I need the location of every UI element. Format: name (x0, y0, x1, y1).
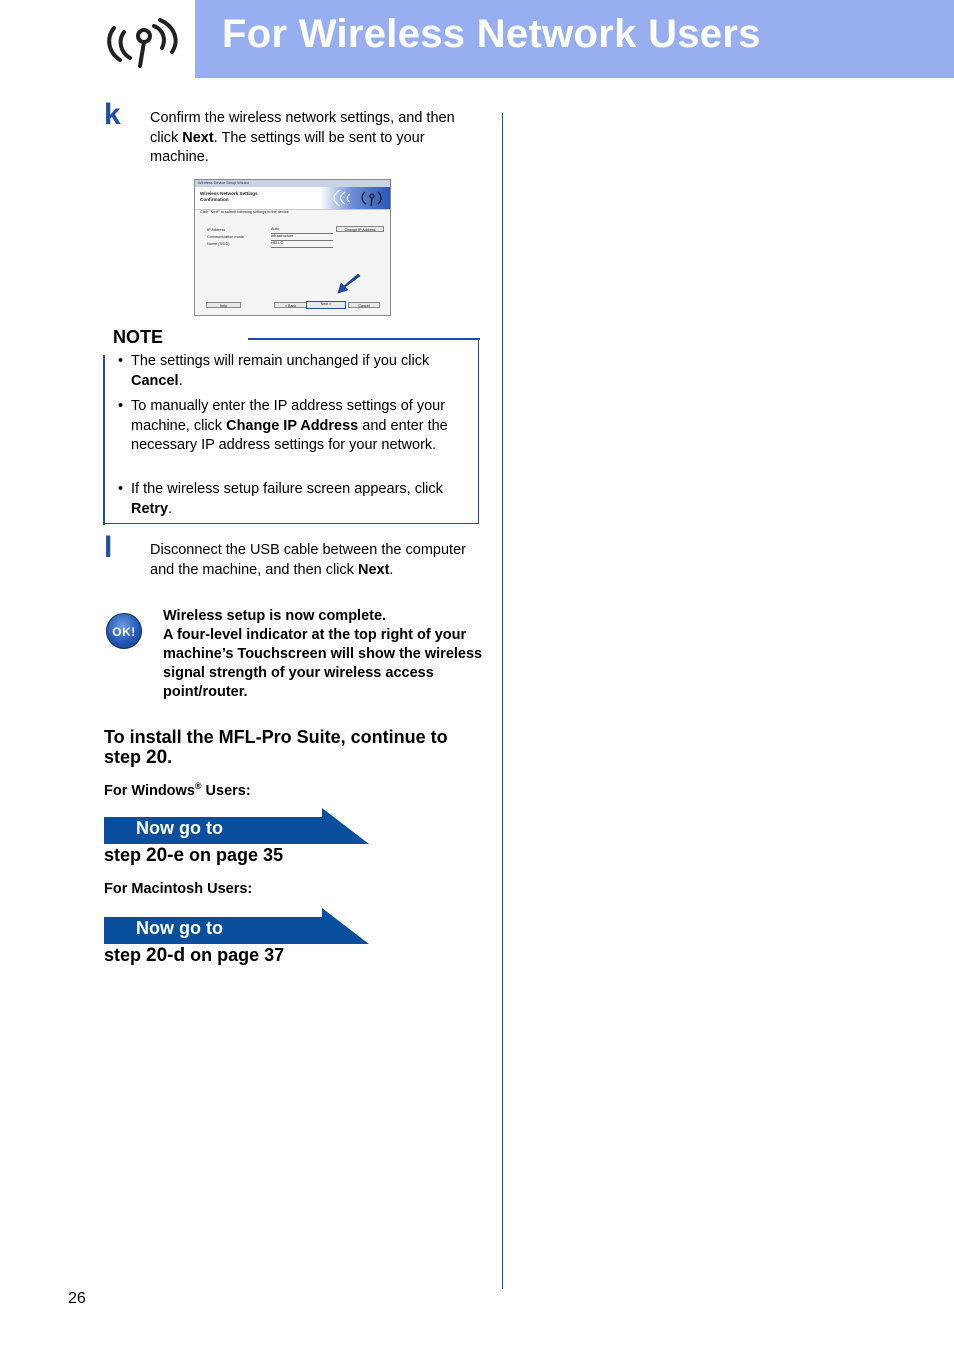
note-item (118, 397, 473, 477)
dialog-help-button[interactable]: Help (206, 302, 241, 308)
dialog-heading-1: Wireless Network Settings (200, 191, 258, 196)
step-k-text-2: . The settings will be sent to your machine. (150, 129, 425, 165)
bullet: • (118, 481, 124, 497)
page-number: 26 (68, 1290, 86, 1307)
mac-step-prefix: step (104, 945, 147, 965)
dialog-back-button[interactable]: < Back (274, 302, 307, 308)
note-left-border (103, 355, 105, 525)
dialog-banner (320, 187, 390, 209)
windows-step-suffix: on page 35 (184, 845, 284, 865)
note-text: To manually enter the IP address settings of your machine, click (131, 398, 446, 434)
step-l-text-2: . (389, 561, 394, 578)
note-title: NOTE (113, 327, 164, 347)
mac-step-suffix: on page 37 (185, 945, 285, 965)
continue-step: 20 (146, 747, 168, 768)
note-text: The settings will remain unchanged if you click (131, 353, 430, 369)
mac-users-label: For Macintosh Users: (104, 881, 253, 897)
windows-goto-step (104, 845, 283, 867)
step-l-bold: Next (357, 561, 390, 578)
ok-line-1: Wireless setup is now complete. (163, 608, 387, 624)
windows-label-a: For Windows (104, 782, 195, 799)
column-divider (502, 113, 503, 1289)
dialog-row-value: Infrastructure (271, 234, 333, 241)
note-bold: Change IP Address (226, 417, 359, 434)
step-l-text-1: Disconnect the USB cable between the computer and the machine, and then click (150, 542, 466, 578)
change-ip-address-button[interactable]: Change IP Address (336, 226, 384, 232)
step-letter-l: l (104, 531, 113, 564)
note-text: and enter the necessary IP address settings for your network. (131, 417, 448, 453)
note-text: . (168, 500, 173, 517)
note-item-text (131, 352, 471, 391)
continue-text: To install the MFL-Pro Suite, continue to step (104, 727, 448, 767)
ok-message (163, 607, 483, 702)
windows-goto-banner (104, 808, 369, 844)
step-k-bold: Next (182, 129, 214, 146)
registered-mark: ® (194, 781, 202, 791)
windows-step-prefix: step (104, 845, 147, 865)
dialog-row-label: Communication mode (207, 235, 244, 239)
mac-goto-banner (104, 908, 369, 944)
continue-instruction (104, 727, 484, 768)
ok-badge-icon: OK! (106, 613, 142, 649)
note-text: . (178, 372, 183, 389)
windows-label-b: Users: (201, 782, 251, 799)
note-item (118, 480, 473, 520)
dialog-cancel-button[interactable]: Cancel (348, 302, 380, 308)
note-bold: Cancel (131, 372, 179, 389)
mac-goto-text: Now go to (136, 918, 223, 938)
dialog-row-label: IP Address (207, 228, 226, 232)
note-text: If the wireless setup failure screen appears, click (131, 481, 443, 497)
windows-users-label (104, 781, 251, 799)
note-item-text (131, 397, 471, 456)
dialog-next-button[interactable]: Next > (306, 301, 346, 309)
dialog-instruction: Click "Next" to submit following settings to the device (200, 210, 289, 214)
wireless-network-icon (100, 8, 190, 70)
step-k-text-1: Confirm the wireless network settings, and then click (150, 110, 455, 146)
windows-goto-text: Now go to (136, 818, 223, 838)
note-item-text (131, 480, 471, 519)
dialog-wireless-icon (320, 187, 390, 209)
dialog-titlebar (195, 180, 390, 187)
step-letter-k: k (104, 98, 121, 131)
note-bold: Retry (131, 500, 169, 517)
pointer-arrow-icon (336, 274, 362, 296)
dialog-header (195, 187, 390, 210)
ok-line-2: A four-level indicator at the top right of your machine’s Touchscreen will show the wireless signal strength of your wireless access point/router. (163, 627, 483, 700)
mac-step-number: 20-d (146, 945, 186, 966)
continue-end: . (167, 747, 173, 767)
step-l-text (150, 541, 480, 580)
mac-goto-step (104, 945, 284, 967)
dialog-row-value: HELLO (271, 241, 333, 248)
dialog-row-value: Auto (271, 227, 333, 234)
dialog-window-title: Wireless Device Setup Wizard (198, 181, 250, 185)
dialog-row-label: Name (SSID) (207, 242, 230, 246)
bullet: • (118, 398, 124, 414)
bullet: • (118, 353, 124, 369)
note-item (118, 352, 473, 392)
dialog-heading-2: Confirmation (200, 196, 229, 202)
windows-step-number: 20-e (146, 845, 185, 866)
page-title: For Wireless Network Users (222, 12, 761, 56)
settings-confirmation-dialog (194, 179, 391, 316)
step-k-text (150, 109, 485, 168)
dialog-heading (200, 191, 258, 202)
